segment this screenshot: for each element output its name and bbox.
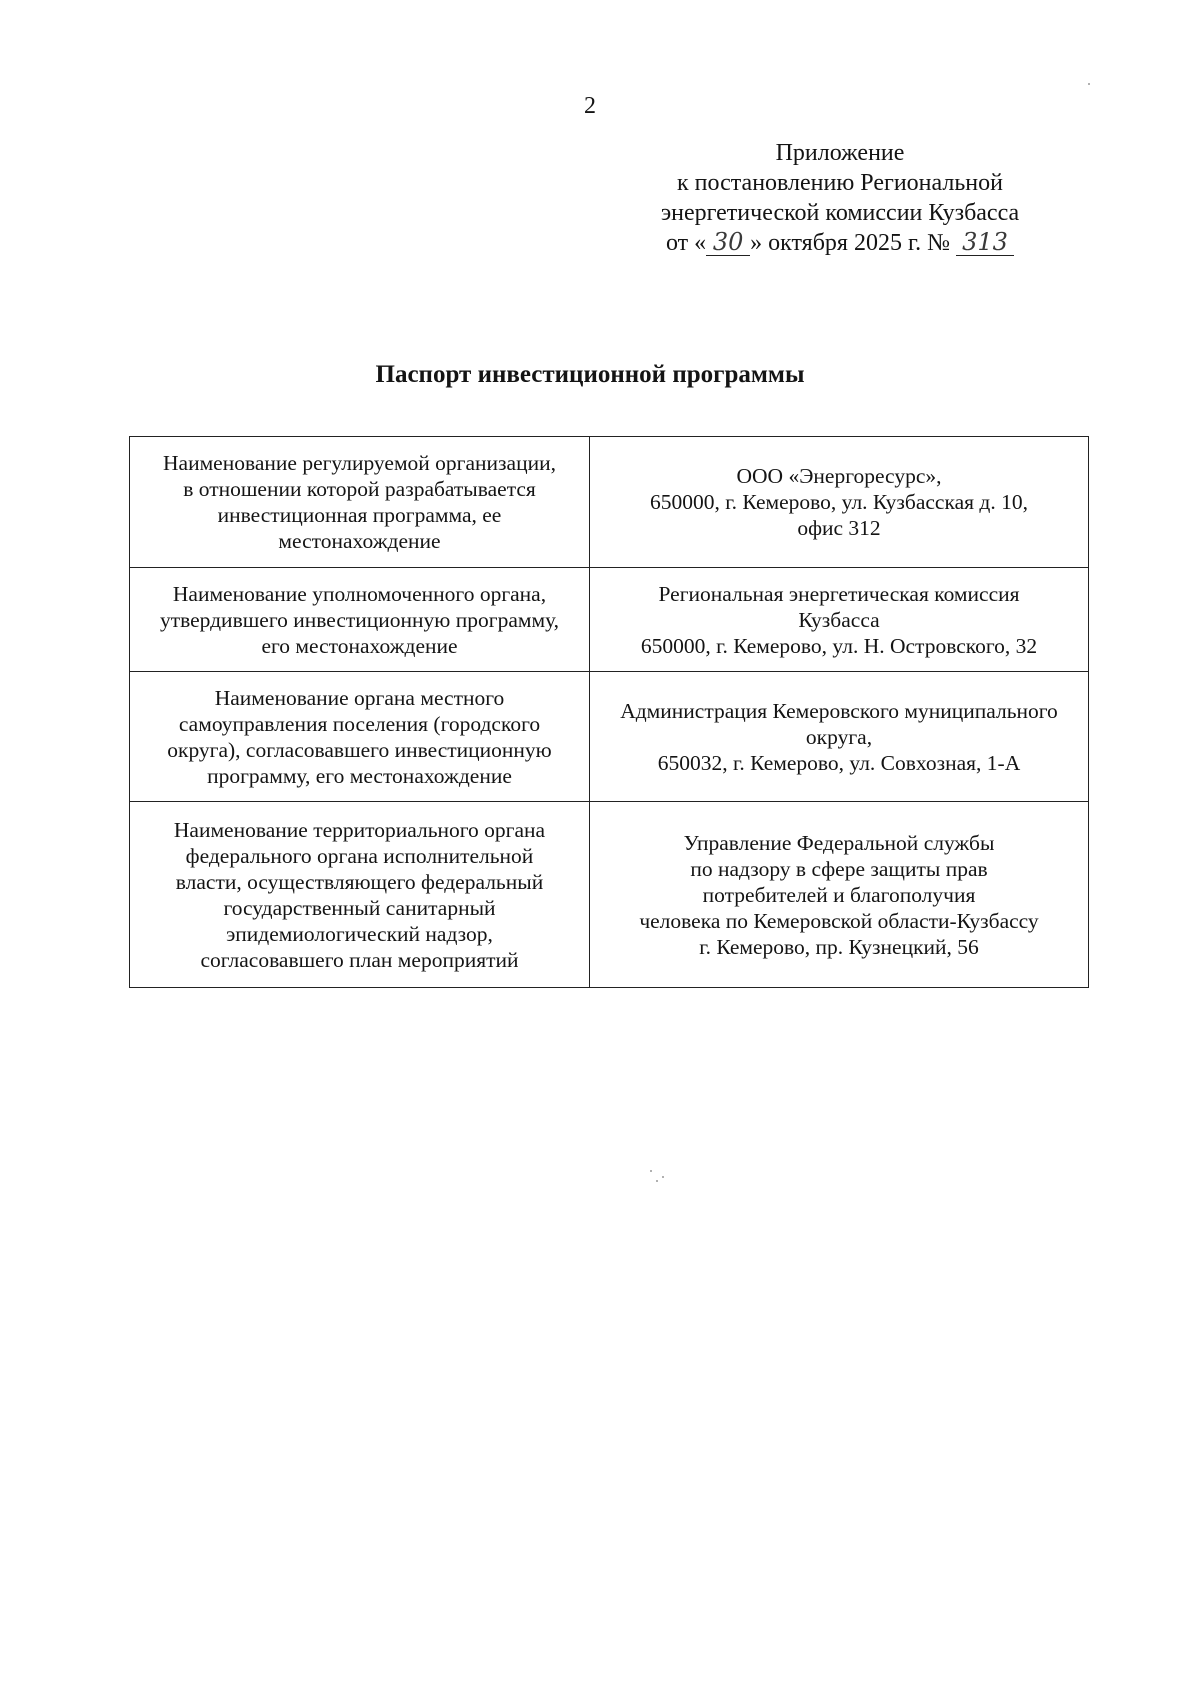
cell-line: в отношении которой разрабатывается [183,477,536,501]
cell-line: человека по Кемеровской области-Кузбассу [639,908,1039,933]
passport-table [129,436,1089,988]
document-title: Паспорт инвестиционной программы [375,361,805,388]
appendix-title: Приложение [775,140,905,166]
cell-line: по надзору в сфере защиты прав [690,856,988,881]
cell-line: 650032, г. Кемерово, ул. Совхозная, 1-А [657,750,1021,775]
cell-line: эпидемиологический надзор, [226,921,493,946]
handwritten-day: 30 [706,229,750,256]
row-label-cell [130,437,590,568]
cell-line: Кузбасса [798,607,880,632]
row-label-cell [130,802,590,988]
handwritten-number: 313 [956,229,1014,256]
cell-line: ООО «Энергоресурс», [736,464,942,488]
scan-speck [650,1170,652,1172]
cell-line: государственный санитарный [223,895,496,920]
cell-line: утвердившего инвестиционную программу, [159,607,560,632]
cell-line: его местонахождение [261,633,458,658]
cell-line: Администрация Кемеровского муниципального [620,698,1058,723]
cell-line: г. Кемерово, пр. Кузнецкий, 56 [699,934,979,959]
row-value-cell [590,437,1089,568]
date-prefix: от « [665,230,707,256]
cell-line: инвестиционная программа, ее [217,503,502,527]
cell-line: Наименование территориального органа [173,817,546,842]
appendix-line-3: энергетической комиссии Кузбасса [660,200,1020,226]
cell-line: Наименование уполномоченного органа, [172,581,547,606]
scan-speck [656,1180,658,1182]
cell-line: согласовавшего план мероприятий [200,947,519,972]
row-value-cell [590,802,1089,988]
cell-line: программу, его местонахождение [207,763,512,788]
appendix-date-line [610,228,1070,258]
cell-line: Наименование органа местного [214,685,505,710]
cell-line: округа), согласовавшего инвестиционную [167,737,552,762]
table-row [130,568,1089,672]
row-label-cell [130,672,590,802]
date-middle: » октября 2025 г. № [750,230,950,256]
cell-line: местонахождение [278,529,441,553]
row-value-cell [590,568,1089,672]
cell-line: самоуправления поселения (городского [178,711,541,736]
page-number: 2 [584,93,596,119]
appendix-heading [610,138,1070,258]
row-label-cell [130,568,590,672]
cell-line: офис 312 [797,516,881,540]
scan-speck [662,1176,664,1178]
scan-speck [1088,83,1090,85]
table-row [130,437,1089,568]
table-row [130,802,1089,988]
cell-line: 650000, г. Кемерово, ул. Кузбасская д. 10, [650,490,1028,514]
cell-line: Управление Федеральной службы [683,830,995,855]
cell-line: власти, осуществляющего федеральный [175,869,544,894]
cell-line: Региональная энергетическая комиссия [658,581,1020,606]
cell-line: потребителей и благополучия [702,882,976,907]
cell-line: округа, [805,724,873,749]
row-value-cell [590,672,1089,802]
table-row [130,672,1089,802]
cell-line: федерального органа исполнительной [185,843,534,868]
cell-line: Наименование регулируемой организации, [163,451,556,475]
cell-line: 650000, г. Кемерово, ул. Н. Островского, 32 [640,633,1038,658]
appendix-line-2: к постановлению Региональной [677,170,1003,196]
